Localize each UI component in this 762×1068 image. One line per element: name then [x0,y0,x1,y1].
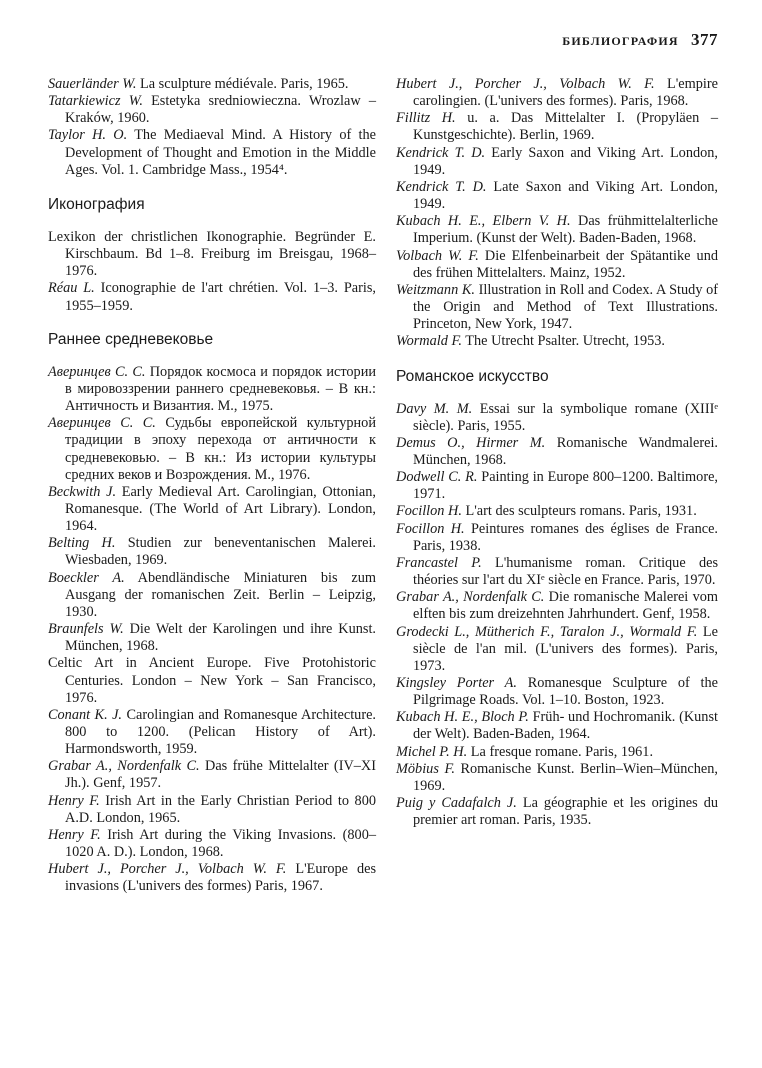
entry-text: Irish Art during the Viking Invasions. (800–1020 A. D.). London, 1968. [65,826,376,861]
entry-author: Kendrick T. D. [396,144,486,161]
bibliography-entry [396,179,718,213]
entry-author: Tatarkiewicz W. [48,93,143,110]
entry-author: Dodwell C. R. [396,469,478,486]
entry-text: Früh- und Hochromanik. (Kunst der Welt). Baden-Baden, 1964. [413,709,718,743]
entry-text: Iconographie de l'art chrétien. Vol. 1–3. Paris, 1955–1959. [65,280,376,314]
section-heading-iconography: Иконография [48,195,145,213]
bibliography-entry [48,655,376,706]
entry-author: Volbach W. F. [396,247,479,264]
entry-author: Аверинцев С. С. [48,415,156,432]
entry-author: Belting H. [48,535,116,552]
bibliography-entry [48,707,376,758]
entry-author: Fillitz H. [396,110,456,127]
section-title: БИБЛИОГРАФИЯ [562,34,679,48]
entry-text: Le siècle de l'an mil. (L'univers des formes). Paris, 1973. [413,623,718,674]
entry-author: Wormald F. [396,333,462,350]
entry-text: La sculpture médiévale. Paris, 1965. [140,76,349,92]
bibliography-entry [48,127,376,178]
entry-text: Das frühe Mittelalter (IV–XI Jh.). Genf, 1957. [65,758,377,792]
bibliography-entry [396,248,718,282]
bibliography-entry [396,333,718,350]
bibliography-entry [396,76,718,110]
entries-group [48,364,376,896]
bibliography-entry [396,435,718,469]
entry-text: Romanische Wandmalerei. München, 1968. [413,434,719,468]
entry-text: Abendländische Miniaturen bis zum Ausgang der romanischen Zeit. Berlin – Leipzig, 1930. [65,569,376,620]
entries-group [396,401,718,830]
bibliography-entry [48,76,376,93]
entry-text: Essai sur la symbolique romane (XIIIᵉ siècle). Paris, 1955. [413,400,719,434]
entry-author: Francastel P. [396,554,482,571]
bibliography-entry [48,364,376,415]
entry-text: Carolingian and Romanesque Architecture. 800 to 1200. (Pelican History of Art). Harmondsworth, 1959. [65,706,377,758]
entry-author: Möbius F. [396,760,455,777]
left-column [48,76,376,896]
entry-author: Réau L. [48,280,95,297]
entry-author: Henry F. [48,826,101,843]
entry-text: Peintures romanes des églises de France. Paris, 1938. [413,520,718,554]
page-number: 377 [691,30,718,49]
bibliography-entry [396,503,718,520]
entry-author: Puig y Cadafalch J. [396,795,517,812]
bibliography-entry [48,793,376,827]
bibliography-entry [48,758,376,792]
entry-text: Estetyka sredniowieczna. Wrozlaw – Kraków, 1960. [65,93,376,127]
entry-author: Grabar A., Nordenfalk C. [48,758,200,775]
entries-group [396,76,718,351]
bibliography-entry [396,744,718,761]
bibliography-entry [48,229,376,280]
entry-text: L'Europe des invasions (L'univers des formes) Paris, 1967. [65,861,377,895]
bibliography-entry [396,213,718,247]
entry-text: Das frühmittelalterliche Imperium. (Kunst der Welt). Baden-Baden, 1968. [413,213,718,247]
bibliography-entry [396,469,718,503]
entry-text: Studien zur beneventanischen Malerei. Wiesbaden, 1969. [65,535,376,569]
bibliography-entry [396,589,718,623]
entry-author: Grodecki L., Mütherich F., Taralon J., Wormald F. [396,623,698,640]
entry-text: L'humanisme roman. Critique des théories sur l'art du XIᵉ siècle en France. Paris, 1970. [413,554,719,589]
entry-author: Conant K. J. [48,706,123,723]
entry-text: Late Saxon and Viking Art. London, 1949. [413,178,718,213]
bibliography-entry [48,415,376,484]
section-heading-early-middle-ages: Раннее средневековье [48,330,214,348]
right-column [396,76,718,829]
bibliography-entry [396,555,718,589]
entry-text: Порядок космоса и порядок истории в мировоззрении раннего средневековья. – В кн.: Античность и Византия. М., 1975. [65,363,376,415]
entry-author: Focillon H. [396,503,462,520]
entry-author: Braunfels W. [48,621,124,638]
bibliography-entry [396,145,718,179]
entry-author: Demus O., Hirmer M. [396,434,546,451]
entry-author: Kingsley Porter A. [396,675,517,691]
bibliography-entry [48,484,376,535]
bibliography-entry [48,93,376,127]
entry-author: Grabar A., Nordenfalk C. [396,589,545,606]
bibliography-entry [48,280,376,314]
entry-author: Henry F. [48,792,100,809]
bibliography-entry [396,401,718,435]
entry-author: Taylor H. O. [48,127,128,144]
bibliography-entry [48,861,376,895]
entry-author: Hubert J., Porcher J., Volbach W. F. [48,861,287,878]
entry-text: Romanische Kunst. Berlin–Wien–München, 1969. [413,760,718,794]
bibliography-entry [396,521,718,555]
entry-author: Beckwith J. [48,483,117,500]
entry-text: Die Elfenbeinarbeit der Spätantike und des frühen Mittelalters. Mainz, 1952. [413,247,719,281]
entry-author: Kendrick T. D. [396,178,487,195]
entry-text: L'empire carolingien. (L'univers des formes). Paris, 1968. [413,76,718,110]
entry-text: Illustration in Roll and Codex. A Study of the Origin and Method of Text Illustrations. Princeton, New York, 1947. [413,281,719,333]
entry-text: Painting in Europe 800–1200. Baltimore, 1971. [413,469,718,503]
entry-text: Irish Art in the Early Christian Period to 800 A.D. London, 1965. [65,792,376,826]
bibliography-entry [48,827,376,861]
bibliography-entry [48,570,376,621]
entry-text: The Utrecht Psalter. Utrecht, 1953. [465,333,665,350]
entries-group [48,76,376,179]
entry-text: Lexikon der christlichen Ikonographie. Begründer E. Kirschbaum. Bd 1–8. Freiburg im Breisgau, 1968–1976. [48,228,376,280]
bibliography-entry [396,282,718,333]
entry-author: Kubach H. E., Bloch P. [396,709,529,726]
entry-text: u. a. Das Mittelalter I. (Propyläen – Kunstgeschichte). Berlin, 1969. [413,110,718,144]
entry-author: Kubach H. E., Elbern V. H. [396,213,571,230]
bibliography-entry [396,761,718,795]
entry-author: Sauerländer W. [48,76,137,92]
entry-text: Celtic Art in Ancient Europe. Five Protohistoric Centuries. London – New York – San Francisco, 1976. [48,655,376,706]
bibliography-entry [48,621,376,655]
entries-group [48,229,376,315]
entry-text: The Mediaeval Mind. A History of the Development of Thought and Emotion in the Middle Ages. Vol. 1. Cambridge Mass., 1954⁴. [65,127,376,178]
bibliography-entry [396,624,718,675]
entry-text: La géographie et les origines du premier art roman. Paris, 1935. [413,795,718,829]
entry-text: Die Welt der Karolingen und ihre Kunst. München, 1968. [65,621,376,655]
entry-text: Die romanische Malerei vom elften bis zum dreizehnten Jahrhundert. Genf, 1958. [413,589,719,623]
bibliography-entry [396,110,718,144]
section-heading-romanesque-art: Романское искусство [396,367,549,385]
entry-text: Early Saxon and Viking Art. London, 1949. [413,144,718,178]
running-header [562,30,718,50]
entry-text: Early Medieval Art. Carolingian, Ottonian, Romanesque. (The World of Art Library). London, 1964. [65,483,376,535]
entry-text: Romanesque Sculpture of the Pilgrimage Roads. Vol. 1–10. Boston, 1923. [413,675,719,709]
entry-text: L'art des sculpteurs romans. Paris, 1931. [465,503,697,520]
entry-author: Boeckler A. [48,569,125,586]
entry-text: La fresque romane. Paris, 1961. [470,743,654,760]
entry-author: Focillon H. [396,520,465,537]
entry-author: Аверинцев С. С. [48,363,146,380]
bibliography-entry [396,675,718,709]
bibliography-entry [396,795,718,829]
bibliography-entry [396,709,718,743]
entry-author: Michel P. H. [396,743,468,760]
entry-text: Судьбы европейской культурной традиции в эпоху перехода от античности к средневековью. – В кн.: Из истории культуры средних веков и Возрождения. М., 1976. [65,415,376,483]
entry-author: Hubert J., Porcher J., Volbach W. F. [396,76,655,92]
entry-author: Davy M. M. [396,400,473,417]
entry-author: Weitzmann K. [396,281,475,298]
bibliography-entry [48,535,376,569]
